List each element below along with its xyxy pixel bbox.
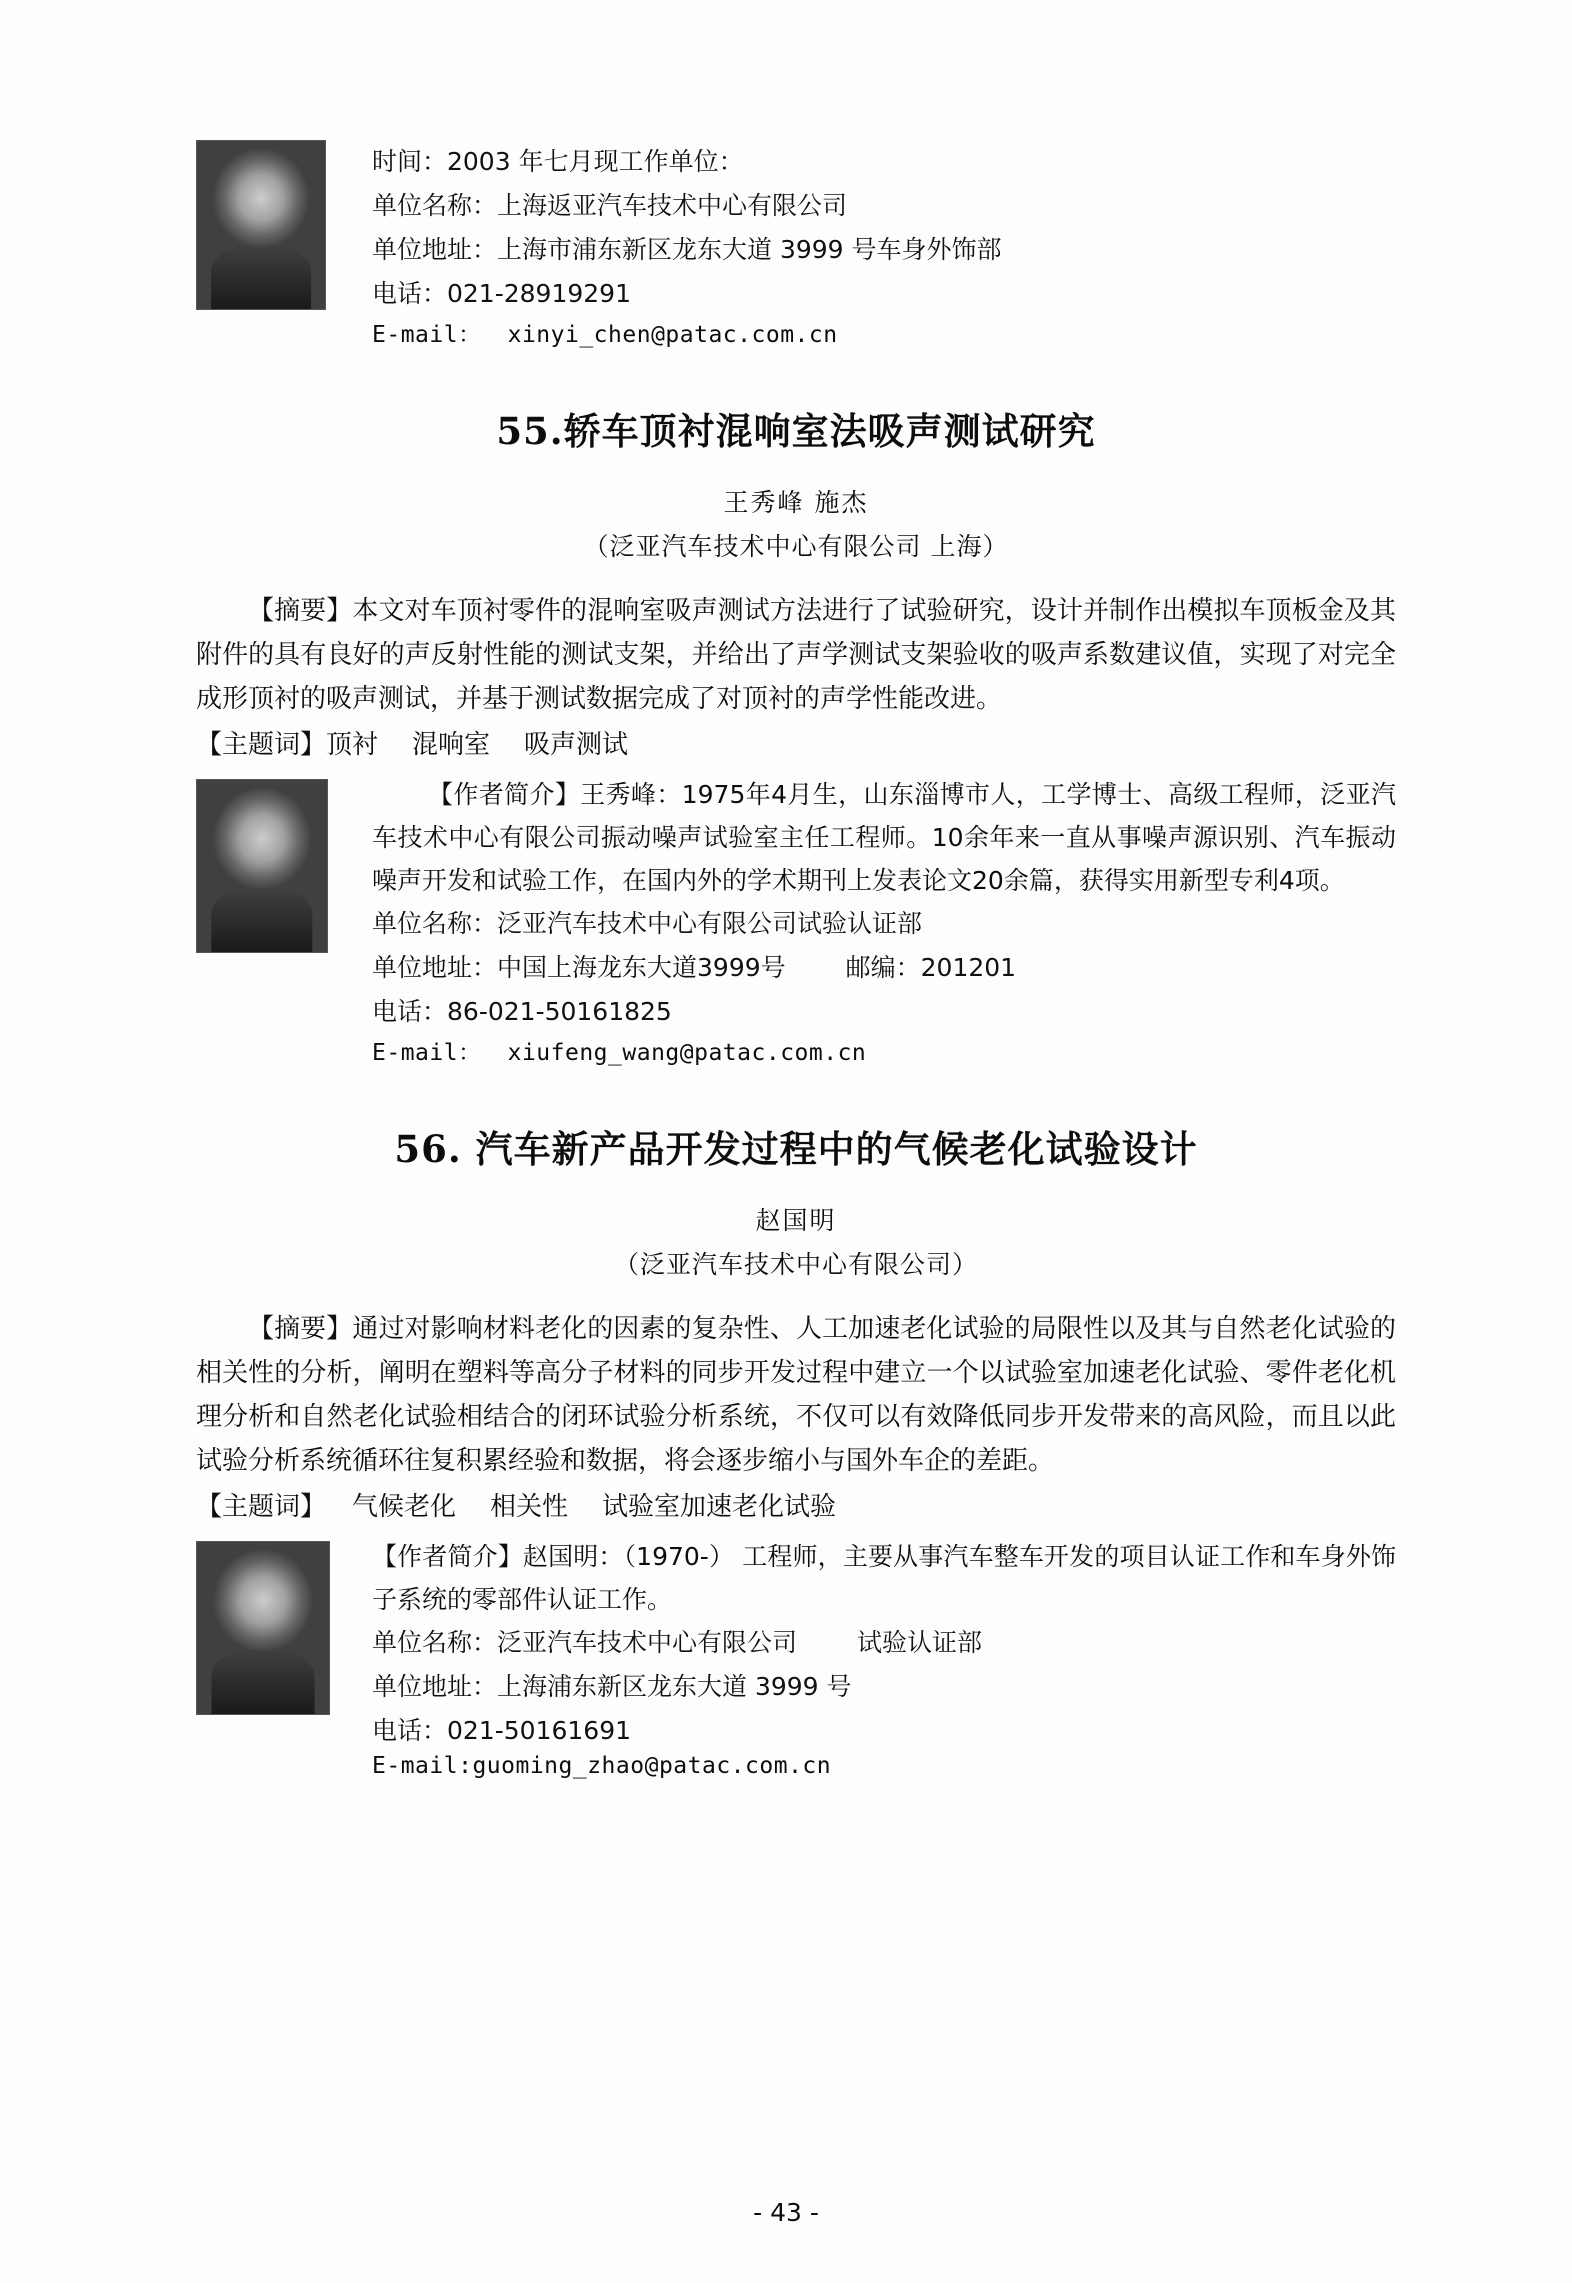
article-56-bio-lines [372, 1535, 1396, 1779]
unit-name-label: 单位名称： [372, 909, 498, 938]
top-contact-block [196, 140, 1396, 349]
article-55-title: 55.轿车顶衬混响室法吸声测试研究 [496, 409, 1096, 453]
author-photo [196, 779, 328, 953]
article-56-unit-addr [372, 1665, 1396, 1709]
bio-text: 王秀峰：1975年4月生，山东淄博市人，工学博士、高级工程师，泛亚汽车技术中心有限公司振动噪声试验室主任工程师。10余年来一直从事噪声源识别、汽车振动噪声开发和试验工作，在国内外的学术期刊上发表论文20余篇，获得实用新型专利4项。 [372, 780, 1396, 895]
email-value: guoming_zhao@patac.com.cn [472, 1753, 832, 1779]
phone-value: 021-50161691 [447, 1716, 631, 1745]
unit-addr-label: 单位地址： [372, 1672, 498, 1701]
article-55-keywords [196, 723, 1396, 767]
email-value: xinyi_chen@patac.com.cn [507, 322, 838, 348]
keyword-2: 试验室加速老化试验 [602, 1492, 837, 1522]
abstract-text: 通过对影响材料老化的因素的复杂性、人工加速老化试验的局限性以及其与自然老化试验的相关性的分析，阐明在塑料等高分子材料的同步开发过程中建立一个以试验室加速老化试验、零件老化机理分析和自然老化试验相结合的闭环试验分析系统，不仅可以有效降低同步开发带来的高风险，而且以此试验分析系统循环往复积累经验和数据，将会逐步缩小与国外车企的差距。 [196, 1314, 1396, 1476]
email-label: E-mail： [372, 1040, 482, 1066]
abstract-label: 【摘要】 [248, 596, 353, 626]
postcode-label: 邮编： [845, 953, 921, 982]
article-55-bio [372, 773, 1396, 902]
page-content [196, 140, 1396, 1779]
article-55-bio-block [196, 773, 1396, 1067]
abstract-text: 本文对车顶衬零件的混响室吸声测试方法进行了试验研究，设计并制作出模拟车顶板金及其附件的具有良好的声反射性能的测试支架，并给出了声学测试支架验收的吸声系数建议值，实现了对完全成形顶衬的吸声测试，并基于测试数据完成了对顶衬的声学性能改进。 [196, 596, 1396, 714]
phone-label: 电话： [372, 997, 448, 1026]
article-56-email [372, 1753, 1396, 1779]
keyword-0: 顶衬 [326, 730, 379, 760]
keywords-label: 【主题词】 [196, 730, 327, 760]
email-label: E-mail: [372, 1753, 473, 1779]
postcode-value: 201201 [920, 953, 1017, 982]
phone-value: 86-021-50161825 [447, 997, 672, 1026]
keywords-label: 【主题词】 [196, 1492, 327, 1522]
article-55-email [372, 1034, 1396, 1067]
article-55-bio-lines [372, 773, 1396, 1067]
article-55-unit-addr [372, 946, 1396, 990]
email-label: E-mail： [372, 322, 482, 348]
article-56-affiliation: （泛亚汽车技术中心有限公司） [613, 1250, 978, 1279]
article-55-phone [372, 990, 1396, 1034]
bio-label: 【作者简介】 [372, 1542, 523, 1571]
article-55-authors: 王秀峰 施杰 [723, 488, 869, 517]
keyword-0: 气候老化 [352, 1492, 457, 1522]
article-56-unit-name [372, 1621, 1396, 1665]
unit-dept-value: 试验认证部 [857, 1628, 983, 1657]
article-56-abstract [196, 1307, 1396, 1483]
unit-addr-value: 中国上海龙东大道3999号 [497, 953, 786, 982]
article-56-bio-block [196, 1535, 1396, 1779]
article-55-affiliation: （泛亚汽车技术中心有限公司 上海） [583, 532, 1009, 561]
keyword-1: 混响室 [412, 730, 491, 760]
phone-label: 电话： [372, 1716, 448, 1745]
article-56 [196, 1119, 1396, 1779]
unit-addr-label: 单位地址： [372, 953, 498, 982]
bio-text: 赵国明：（1970-） 工程师，主要从事汽车整车开发的项目认证工作和车身外饰子系统的零部件认证工作。 [372, 1542, 1397, 1614]
keyword-2: 吸声测试 [524, 730, 629, 760]
top-contact-line-1: 单位名称：上海返亚汽车技术中心有限公司 [372, 191, 848, 220]
unit-name-value: 泛亚汽车技术中心有限公司 [497, 1628, 798, 1657]
keyword-1: 相关性 [490, 1492, 569, 1522]
article-56-authors: 赵国明 [755, 1206, 837, 1235]
abstract-label: 【摘要】 [248, 1314, 353, 1344]
article-55-abstract [196, 589, 1396, 721]
unit-addr-value: 上海浦东新区龙东大道 3999 号 [497, 1672, 852, 1701]
bio-label: 【作者简介】 [428, 780, 581, 809]
article-56-title: 56. 汽车新产品开发过程中的气候老化试验设计 [394, 1127, 1198, 1171]
article-56-keywords [196, 1485, 1396, 1529]
page-number: - 43 - [753, 2198, 819, 2227]
email-value: xiufeng_wang@patac.com.cn [507, 1040, 867, 1066]
unit-name-label: 单位名称： [372, 1628, 498, 1657]
article-55 [196, 401, 1396, 1067]
article-55-unit-name [372, 902, 1396, 946]
unit-name-value: 泛亚汽车技术中心有限公司试验认证部 [497, 909, 923, 938]
author-photo [196, 140, 326, 310]
top-contact-lines [372, 140, 1396, 349]
top-contact-line-0: 时间：2003 年七月现工作单位： [372, 147, 744, 176]
author-photo [196, 1541, 330, 1715]
article-56-bio [372, 1535, 1396, 1621]
article-56-phone [372, 1709, 1396, 1753]
top-contact-line-3: 电话：021-28919291 [372, 279, 631, 308]
top-contact-line-2: 单位地址：上海市浦东新区龙东大道 3999 号车身外饰部 [372, 235, 1002, 264]
top-contact-email-line [372, 316, 1396, 349]
